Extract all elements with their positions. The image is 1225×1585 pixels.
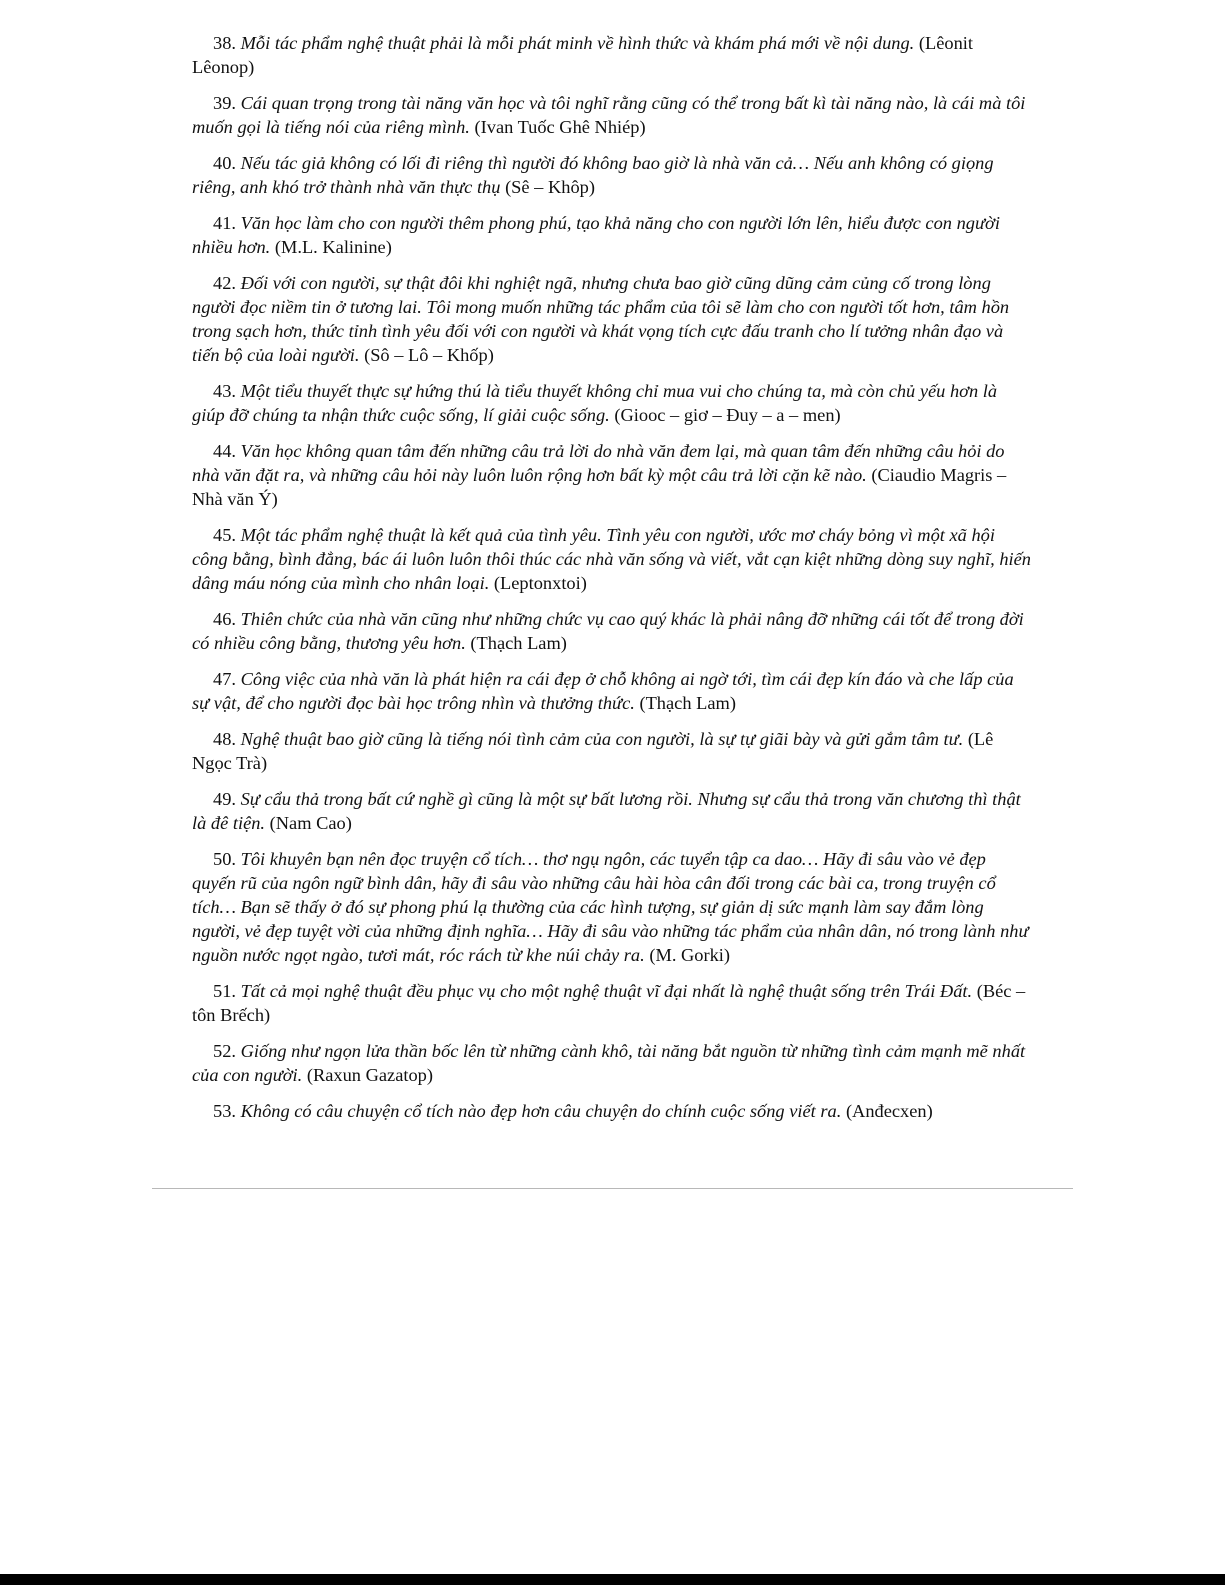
quote-item (192, 151, 1034, 199)
quote-number: 45. (213, 525, 236, 545)
bottom-edge-bar (0, 1574, 1225, 1585)
quote-number: 40. (213, 153, 236, 173)
quote-author: (Béc – tôn Brếch) (192, 981, 1026, 1025)
quote-item (192, 847, 1034, 967)
quote-author: (Leptonxtoi) (493, 573, 587, 593)
quote-text: Một tiểu thuyết thực sự hứng thú là tiểu thuyết không chỉ mua vui cho chúng ta, mà còn chủ yếu hơn là giúp đỡ chúng ta nhận thức cuộc sống, lí giải cuộc sống. (192, 381, 998, 425)
quote-author: (Giooc – giơ – Đuy – a – men) (614, 405, 841, 425)
quote-text: Thiên chức của nhà văn cũng như những chức vụ cao quý khác là phải nâng đỡ những cái tốt để trong đời có nhiều công bằng, thương yêu hơn. (192, 609, 1024, 653)
quote-author: (Anđecxen) (845, 1101, 933, 1121)
quote-number: 39. (213, 93, 236, 113)
quote-text: Tôi khuyên bạn nên đọc truyện cổ tích… thơ ngụ ngôn, các tuyển tập ca dao… Hãy đi sâu vào vẻ đẹp quyến rũ của ngôn ngữ bình dân, hãy đi sâu vào những câu hài hòa cân đối trong các bài ca, trong truyện cổ tích… Bạn sẽ thấy ở đó sự phong phú lạ thường của các hình tượng, sự giản dị sức mạnh làm say đắm lòng người, vẻ đẹp tuyệt vời của những định nghĩa… Hãy đi sâu vào những tác phẩm của nhân dân, nó trong lành như nguồn nước ngọt ngào, tươi mát, róc rách từ khe núi chảy ra. (192, 849, 1029, 965)
quote-item (192, 979, 1034, 1027)
quote-author: (Thạch Lam) (639, 693, 736, 713)
quote-item (192, 91, 1034, 139)
quote-item (192, 271, 1034, 367)
quote-number: 42. (213, 273, 236, 293)
quote-text: Mỗi tác phẩm nghệ thuật phải là mỗi phát minh về hình thức và khám phá mới về nội dung. (240, 33, 915, 53)
quote-text: Cái quan trọng trong tài năng văn học và tôi nghĩ rằng cũng có thể trong bất kì tài năng nào, là cái mà tôi muốn gọi là tiếng nói của riêng mình. (192, 93, 1026, 137)
quote-text: Nghệ thuật bao giờ cũng là tiếng nói tình cảm của con người, là sự tự giãi bày và gửi gắm tâm tư. (240, 729, 964, 749)
quote-text: Một tác phẩm nghệ thuật là kết quả của tình yêu. Tình yêu con người, ước mơ cháy bỏng vì một xã hội công bằng, bình đẳng, bác ái luôn luôn thôi thúc các nhà văn sống và viết, vắt cạn kiệt những dòng suy nghĩ, hiến dâng máu nóng của mình cho nhân loại. (192, 525, 1032, 593)
quote-author: (M.L. Kalinine) (274, 237, 392, 257)
quote-number: 41. (213, 213, 236, 233)
quote-list (192, 31, 1034, 1135)
quote-item (192, 787, 1034, 835)
quote-item (192, 523, 1034, 595)
quote-number: 51. (213, 981, 236, 1001)
quote-number: 38. (213, 33, 236, 53)
quote-number: 49. (213, 789, 236, 809)
quote-author: (Sô – Lô – Khốp) (364, 345, 494, 365)
quote-number: 48. (213, 729, 236, 749)
quote-text: Sự cẩu thả trong bất cứ nghề gì cũng là một sự bất lương rồi. Nhưng sự cẩu thả trong văn chương thì thật là đê tiện. (192, 789, 1021, 833)
quote-text: Đối với con người, sự thật đôi khi nghiệt ngã, nhưng chưa bao giờ cũng dũng cảm củng cố trong lòng người đọc niềm tin ở tương lai. Tôi mong muốn những tác phẩm của tôi sẽ làm cho con người tốt hơn, tâm hồn trong sạch hơn, thức tỉnh tình yêu đối với con người và khát vọng tích cực đấu tranh cho lí tưởng nhân đạo và tiến bộ của loài người. (192, 273, 1010, 365)
quote-text: Văn học không quan tâm đến những câu trả lời do nhà văn đem lại, mà quan tâm đến những câu hỏi do nhà văn đặt ra, và những câu hỏi này luôn luôn rộng hơn bất kỳ một câu trả lời cặn kẽ nào. (192, 441, 1005, 485)
quote-author: (Raxun Gazatop) (306, 1065, 433, 1085)
quote-item (192, 667, 1034, 715)
quote-text: Văn học làm cho con người thêm phong phú, tạo khả năng cho con người lớn lên, hiểu được con người nhiều hơn. (192, 213, 1000, 257)
quote-author: (M. Gorki) (649, 945, 731, 965)
quote-number: 46. (213, 609, 236, 629)
quote-item (192, 211, 1034, 259)
quote-author: (Ivan Tuốc Ghê Nhiép) (474, 117, 646, 137)
quote-item (192, 727, 1034, 775)
quote-item (192, 1039, 1034, 1087)
quote-author: (Lê Ngọc Trà) (192, 729, 994, 773)
quote-text: Công việc của nhà văn là phát hiện ra cái đẹp ở chỗ không ai ngờ tới, tìm cái đẹp kín đáo và che lấp của sự vật, để cho người đọc bài học trông nhìn và thưởng thức. (192, 669, 1014, 713)
quote-number: 52. (213, 1041, 236, 1061)
quote-number: 47. (213, 669, 236, 689)
page-divider (152, 1188, 1073, 1189)
quote-item (192, 379, 1034, 427)
quote-text: Nếu tác giả không có lối đi riêng thì người đó không bao giờ là nhà văn cả… Nếu anh không có giọng riêng, anh khó trở thành nhà văn thực thụ (192, 153, 994, 197)
quote-author: (Lêonit Lêonop) (192, 33, 973, 77)
quote-author: (Nam Cao) (269, 813, 352, 833)
quote-author: (Ciaudio Magris – Nhà văn Ý) (192, 465, 1007, 509)
quote-number: 50. (213, 849, 236, 869)
quote-number: 44. (213, 441, 236, 461)
quote-text: Giống như ngọn lửa thần bốc lên từ những cành khô, tài năng bắt nguồn từ những tình cảm mạnh mẽ nhất của con người. (192, 1041, 1026, 1085)
quote-number: 53. (213, 1101, 236, 1121)
quote-author: (Sê – Khôp) (505, 177, 595, 197)
quote-text: Tất cả mọi nghệ thuật đều phục vụ cho một nghệ thuật vĩ đại nhất là nghệ thuật sống trên Trái Đất. (240, 981, 973, 1001)
quote-text: Không có câu chuyện cổ tích nào đẹp hơn câu chuyện do chính cuộc sống viết ra. (240, 1101, 842, 1121)
quote-item (192, 1099, 1034, 1123)
quote-item (192, 439, 1034, 511)
quote-author: (Thạch Lam) (470, 633, 567, 653)
quote-item (192, 607, 1034, 655)
quote-number: 43. (213, 381, 236, 401)
quote-item (192, 31, 1034, 79)
